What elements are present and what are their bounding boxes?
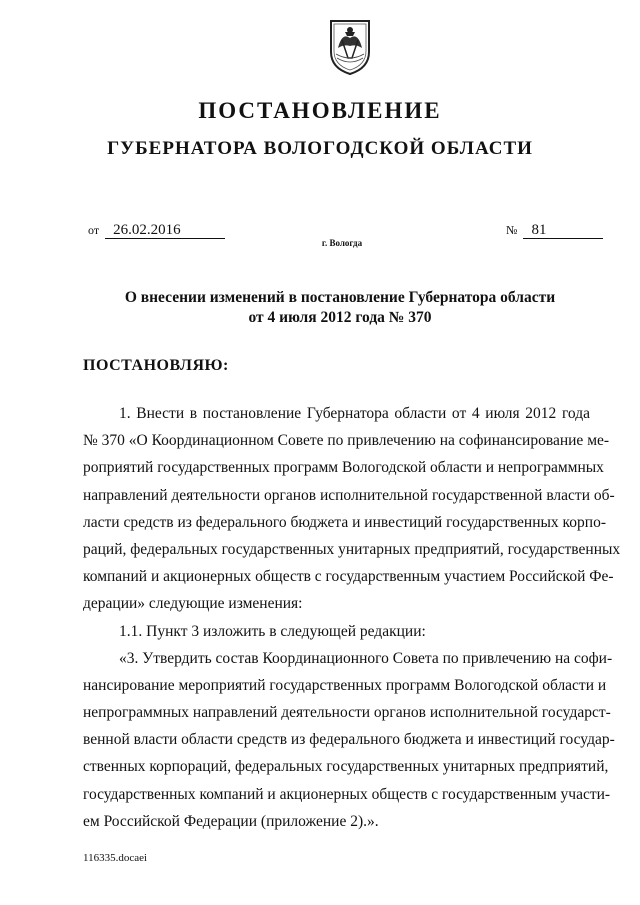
decree-heading: ПОСТАНОВЛЯЮ: <box>83 357 229 374</box>
number-value: 81 <box>523 222 603 239</box>
number-prefix: № <box>506 223 518 237</box>
body-line: компаний и акционерных обществ с государственным участием Российской Фе- <box>83 568 614 586</box>
date-field <box>88 222 225 239</box>
file-name: 116335.docaei <box>83 852 148 864</box>
subject-line: от 4 июля 2012 года № 370 <box>248 309 432 326</box>
body-line: ем Российской Федерации (приложение 2).». <box>83 812 379 830</box>
document-subtitle: ГУБЕРНАТОРА ВОЛОГОДСКОЙ ОБЛАСТИ <box>107 138 533 159</box>
body-line: ственных корпораций, федеральных государственных унитарных предприятий, <box>83 758 609 776</box>
body-line: ласти средств из федерального бюджета и инвестиций государственных корпо- <box>83 513 607 531</box>
city-label: г. Вологда <box>321 238 363 248</box>
vologda-coat-of-arms-icon <box>328 18 372 76</box>
body-line: раций, федеральных государственных унитарных предприятий, государственных <box>83 540 621 558</box>
body-line: нансирование мероприятий государственных программ Вологодской области и <box>83 676 607 694</box>
document-subject <box>100 288 580 328</box>
subject-line: О внесении изменений в постановление Губернатора области <box>124 289 556 306</box>
document-title: ПОСТАНОВЛЕНИЕ <box>198 98 442 123</box>
body-line: роприятий государственных программ Вологодской области и непрограммных <box>83 459 604 477</box>
date-value: 26.02.2016 <box>105 222 225 239</box>
number-field <box>506 222 603 239</box>
body-line: направлений деятельности органов исполнительной государственной власти об- <box>83 486 615 504</box>
body-line: государственных компаний и акционерных обществ с государственным участи- <box>83 785 611 803</box>
body-line: дерации» следующие изменения: <box>83 595 303 613</box>
body-line: № 370 «О Координационном Совете по привлечению на софинансирование ме- <box>83 432 610 450</box>
body-line: 1.1. Пункт 3 изложить в следующей редакции: <box>119 622 426 640</box>
document-body <box>83 400 621 835</box>
body-line: непрограммных направлений деятельности органов исполнительной государст- <box>83 704 611 722</box>
body-line: «3. Утвердить состав Координационного Совета по привлечению на софи- <box>119 649 613 667</box>
date-prefix: от <box>88 223 100 237</box>
body-line: венной власти области средств из федерального бюджета и инвестиций государ- <box>83 731 615 749</box>
body-line: 1. Внести в постановление Губернатора области от 4 июля 2012 года <box>119 405 590 422</box>
